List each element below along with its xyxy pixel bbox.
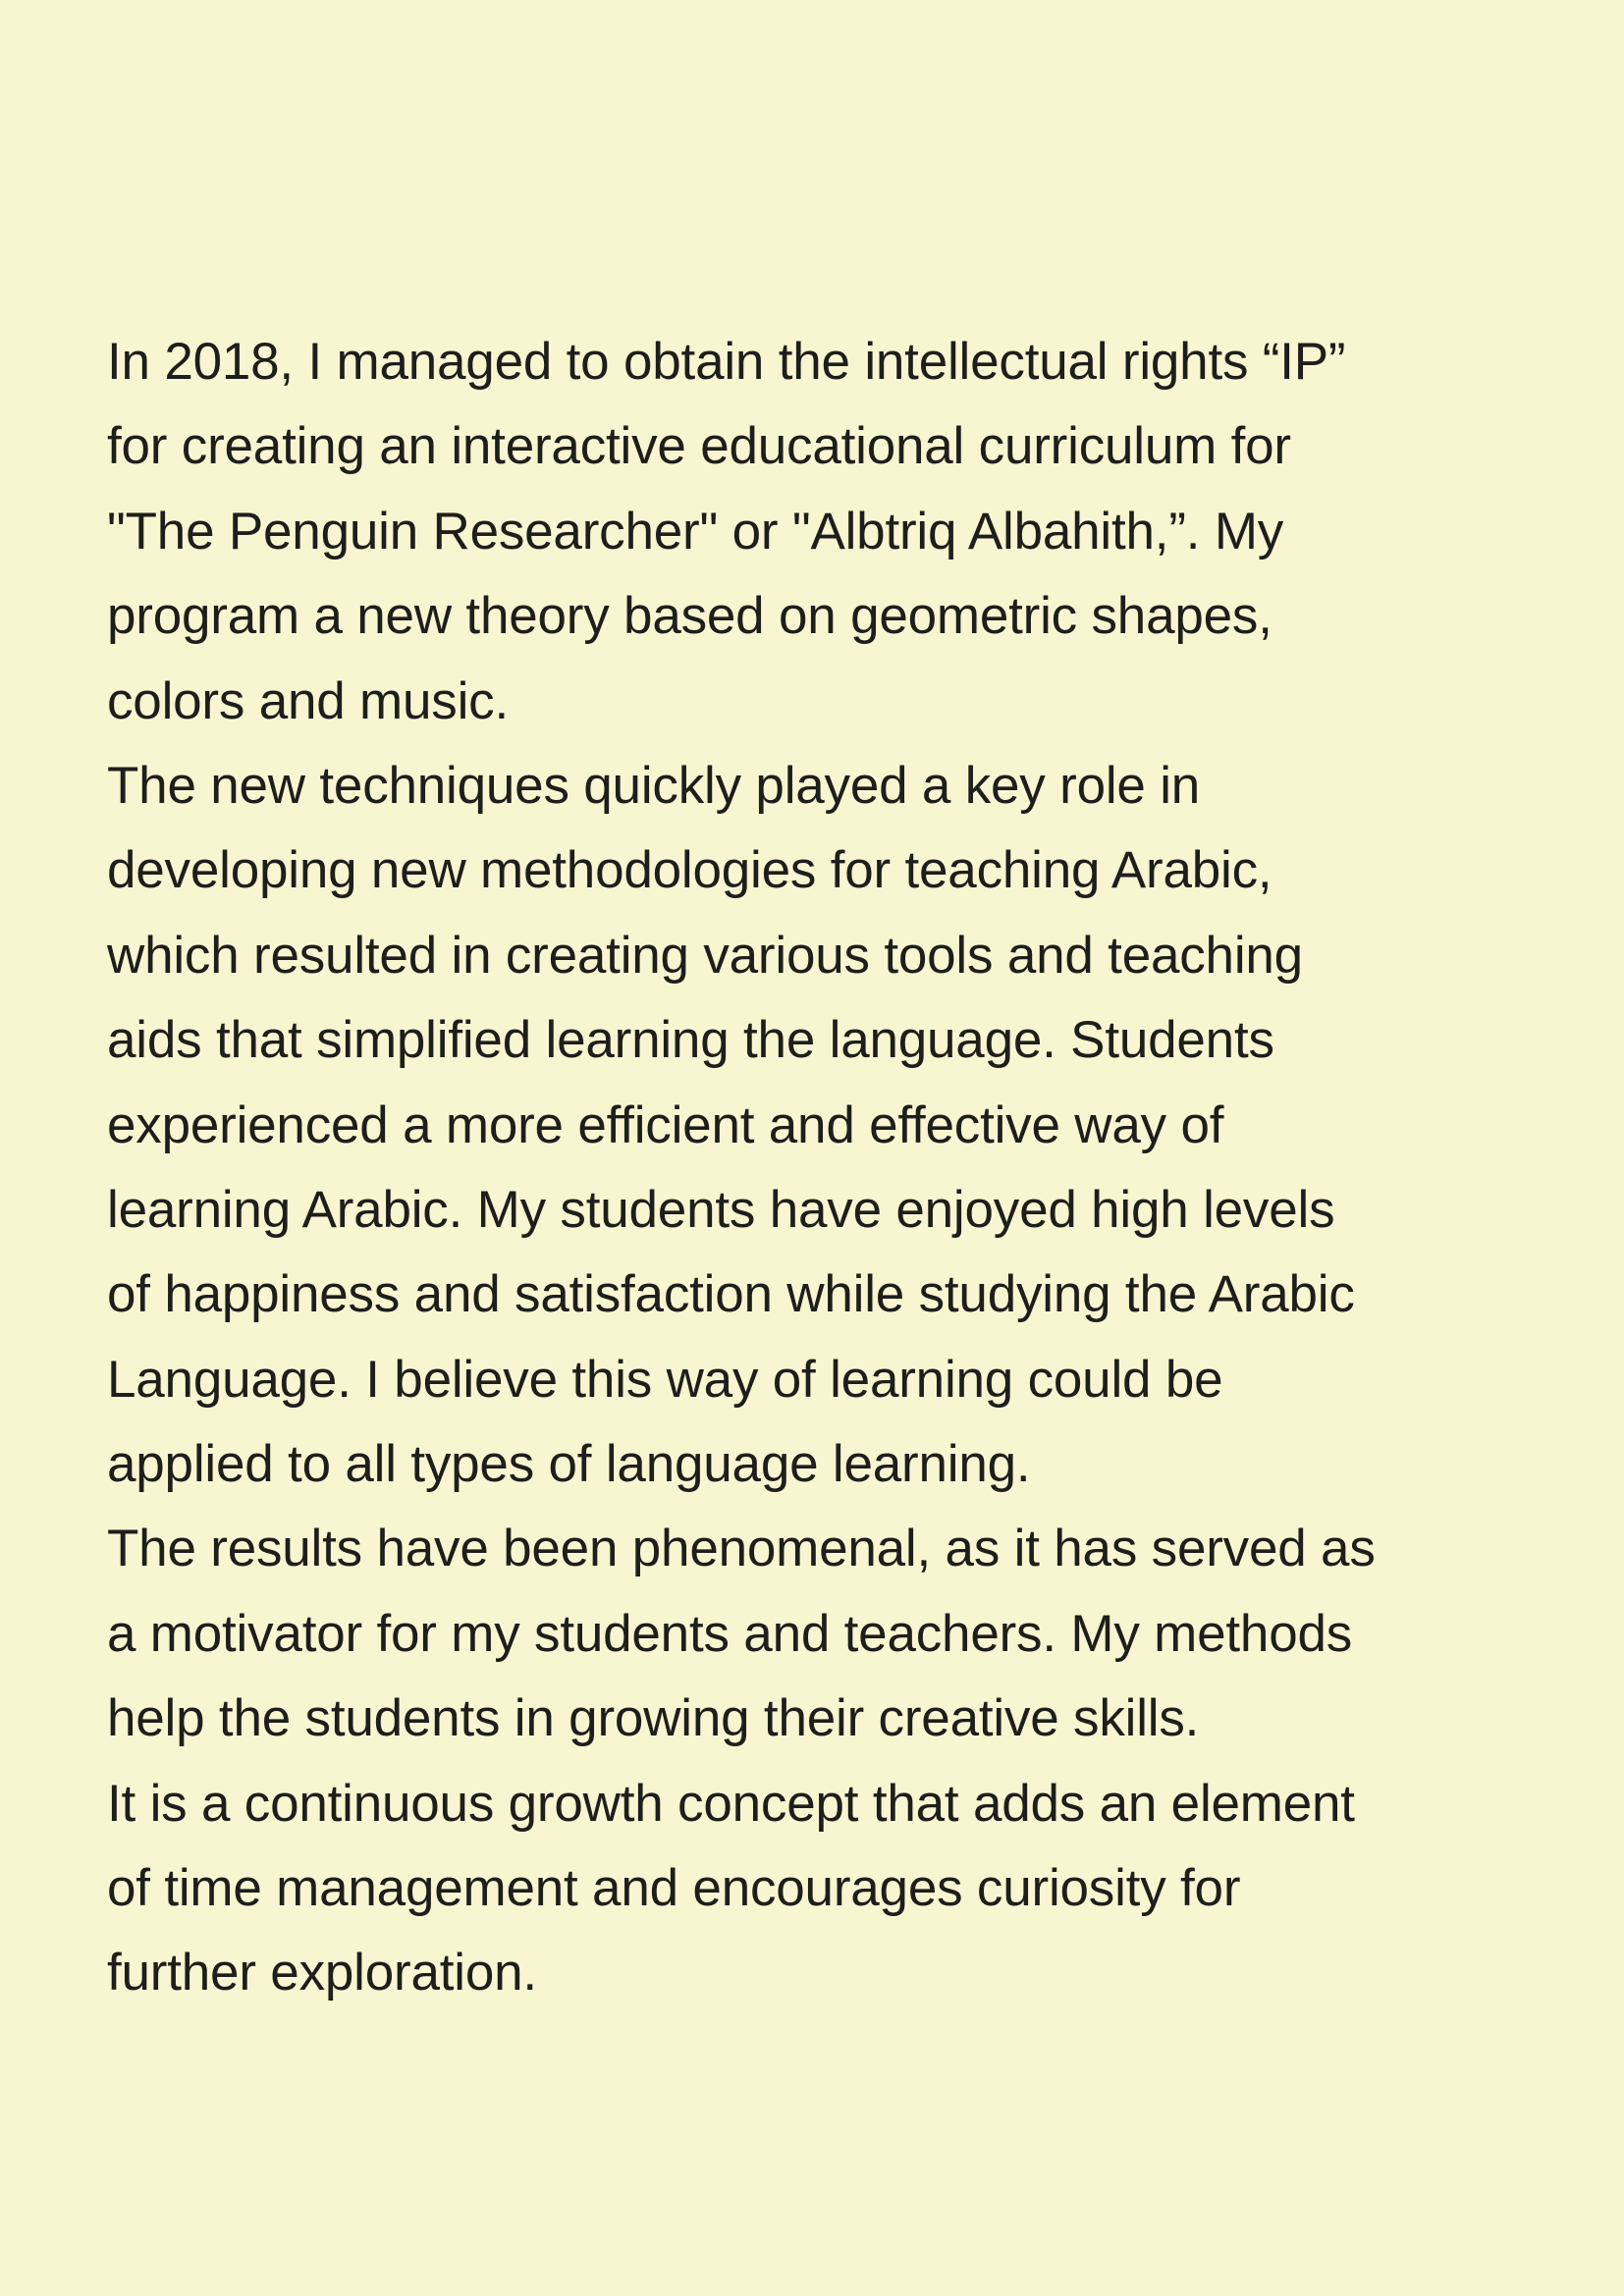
text-line: help the students in growing their creative skills.: [107, 1689, 1200, 1748]
text-line: The results have been phenomenal, as it has served as: [107, 1520, 1376, 1578]
text-line: developing new methodologies for teaching Arabic,: [107, 841, 1272, 900]
paragraph-new-techniques: [107, 744, 1580, 1508]
body-text: [107, 320, 1580, 2016]
paragraph-ip-rights: [107, 320, 1580, 744]
text-line: further exploration.: [107, 1944, 537, 2002]
text-line: of happiness and satisfaction while studying the Arabic: [107, 1265, 1355, 1324]
text-line: experienced a more efficient and effective way of: [107, 1095, 1224, 1154]
text-line: In 2018, I managed to obtain the intellectual rights “IP”: [107, 333, 1346, 391]
text-line: aids that simplified learning the language. Students: [107, 1011, 1274, 1070]
text-line: program a new theory based on geometric shapes,: [107, 587, 1272, 646]
text-line: colors and music.: [107, 671, 509, 730]
text-line: learning Arabic. My students have enjoyed high levels: [107, 1180, 1335, 1239]
text-line: The new techniques quickly played a key role in: [107, 756, 1201, 815]
text-line: applied to all types of language learning.: [107, 1435, 1031, 1494]
text-line: which resulted in creating various tools and teaching: [107, 926, 1303, 985]
text-line: of time management and encourages curiosity for: [107, 1859, 1241, 1918]
text-line: for creating an interactive educational curriculum for: [107, 417, 1291, 476]
text-line: a motivator for my students and teachers. My methods: [107, 1604, 1353, 1663]
text-line: Language. I believe this way of learning could be: [107, 1350, 1223, 1409]
text-line: It is a continuous growth concept that adds an element: [107, 1774, 1355, 1833]
paragraph-growth-concept: [107, 1762, 1580, 2016]
paragraph-results: [107, 1507, 1580, 1761]
text-line: "The Penguin Researcher" or "Albtriq Albahith,”. My: [107, 502, 1284, 561]
